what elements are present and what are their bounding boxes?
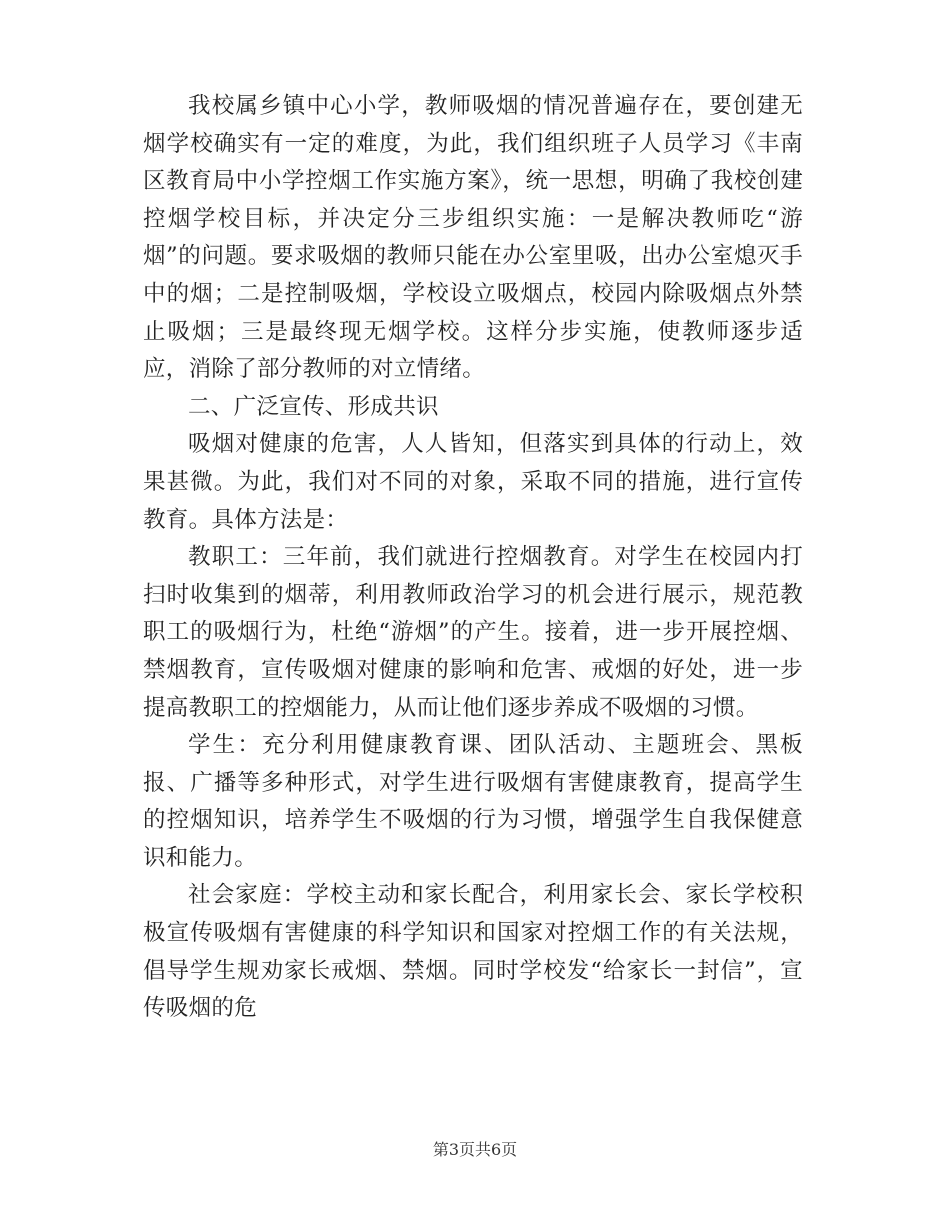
- page-footer: 第3页共6页: [432, 1140, 518, 1159]
- paragraph-staff: 教职工：三年前，我们就进行控烟教育。对学生在校园内打扫时收集到的烟蒂，利用教师政治学习的机会进行展示，规范教职工的吸烟行为，杜绝“游烟”的产生。接着，进一步开展控烟、禁烟教育，宣传吸烟对健康的影响和危害、戒烟的好处，进一步提高教职工的控烟能力，从而让他们逐步养成不吸烟的习惯。: [143, 544, 803, 721]
- section-heading: 二、广泛宣传、形成共识: [188, 393, 439, 420]
- paragraph-families: 社会家庭：学校主动和家长配合，利用家长会、家长学校积极宣传吸烟有害健康的科学知识和国家对控烟工作的有关法规，倡导学生规劝家长戒烟、禁烟。同时学校发“给家长一封信”，宣传吸烟的危: [143, 882, 803, 1022]
- paragraph-intro: 我校属乡镇中心小学，教师吸烟的情况普遍存在，要创建无烟学校确实有一定的难度，为此，我们组织班子人员学习《丰南区教育局中小学控烟工作实施方案》，统一思想，明确了我校创建控烟学校目标，并决定分三步组织实施：一是解决教师吃“游烟”的问题。要求吸烟的教师只能在办公室里吸，出办公室熄灭手中的烟；二是控制吸烟，学校设立吸烟点，校园内除吸烟点外禁止吸烟；三是最终现无烟学校。这样分步实施，使教师逐步适应，消除了部分教师的对立情绪。: [143, 93, 803, 383]
- paragraph-publicity: 吸烟对健康的危害，人人皆知，但落实到具体的行动上，效果甚微。为此，我们对不同的对象，采取不同的措施，进行宣传教育。具体方法是：: [143, 431, 803, 533]
- document-body: [143, 88, 803, 1028]
- paragraph-students: 学生：充分利用健康教育课、团队活动、主题班会、黑板报、广播等多种形式，对学生进行吸烟有害健康教育，提高学生的控烟知识，培养学生不吸烟的行为习惯，增强学生自我保健意识和能力。: [143, 732, 803, 871]
